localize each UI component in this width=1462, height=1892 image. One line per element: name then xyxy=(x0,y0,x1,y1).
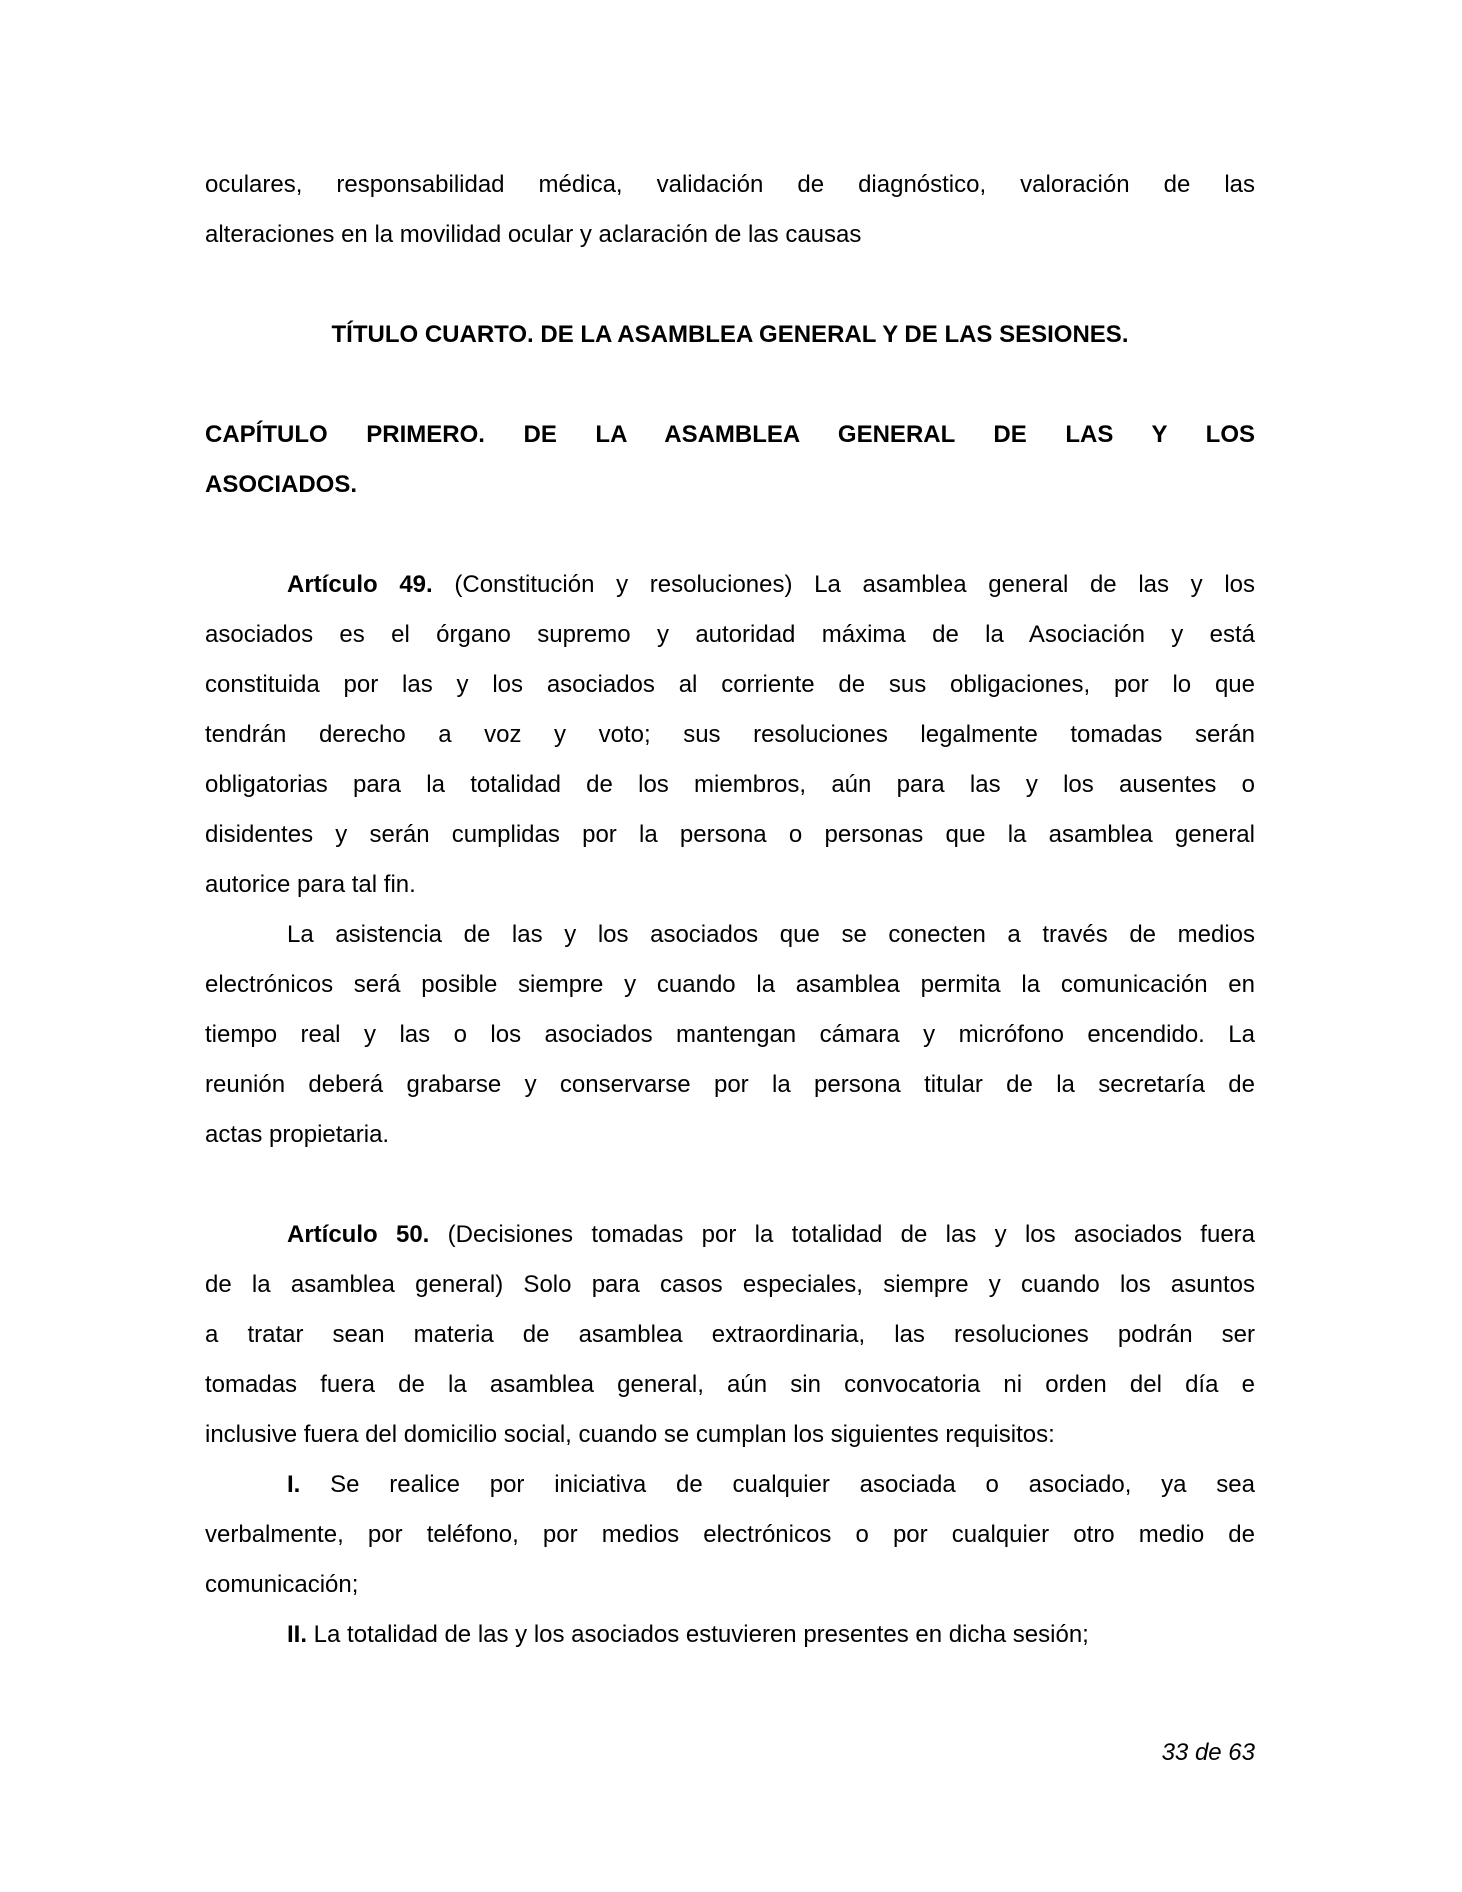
text-line: reunión deberá grabarse y conservarse por la persona titular de la secretaría de xyxy=(205,1071,1255,1098)
text-line: comunicación; xyxy=(205,1571,359,1598)
text-line: Artículo 49. (Constitución y resoluciones) La asamblea general de las y los xyxy=(287,571,1255,598)
title-heading xyxy=(205,310,1255,360)
text-line: oculares, responsabilidad médica, validación de diagnóstico, valoración de las xyxy=(205,171,1255,198)
text-line: electrónicos será posible siempre y cuando la asamblea permita la comunicación en xyxy=(205,971,1255,998)
blank-line xyxy=(205,510,1255,560)
articulo-50-paragraph xyxy=(205,1210,1255,1460)
text-line: ASOCIADOS. xyxy=(205,471,358,498)
text-line: autorice para tal fin. xyxy=(205,871,416,898)
text-line: disidentes y serán cumplidas por la persona o personas que la asamblea general xyxy=(205,821,1255,848)
text-line: CAPÍTULO PRIMERO. DE LA ASAMBLEA GENERAL DE LAS Y LOS xyxy=(205,421,1255,448)
text-line: actas propietaria. xyxy=(205,1121,390,1148)
text-line: de la asamblea general) Solo para casos especiales, siempre y cuando los asuntos xyxy=(205,1271,1255,1298)
bold-lead-text: Artículo 49. xyxy=(287,571,433,598)
articulo-49-paragraph xyxy=(205,560,1255,910)
blank-line xyxy=(205,260,1255,310)
text-line: II. La totalidad de las y los asociados estuvieren presentes en dicha sesión; xyxy=(287,1621,1089,1648)
text-line: asociados es el órgano supremo y autoridad máxima de la Asociación y está xyxy=(205,621,1255,648)
text-line: tendrán derecho a voz y voto; sus resoluciones legalmente tomadas serán xyxy=(205,721,1255,748)
text-line: tomadas fuera de la asamblea general, aún sin convocatoria ni orden del día e xyxy=(205,1371,1255,1398)
text-line: tiempo real y las o los asociados mantengan cámara y micrófono encendido. La xyxy=(205,1021,1255,1048)
text-line: inclusive fuera del domicilio social, cuando se cumplan los siguientes requisitos: xyxy=(205,1421,1055,1448)
page-body-text xyxy=(205,160,1255,1660)
page-number: 33 de 63 xyxy=(1161,1739,1255,1766)
fraccion-i xyxy=(205,1460,1255,1610)
bold-lead-text: Artículo 50. xyxy=(287,1221,430,1248)
text-line: obligatorias para la totalidad de los miembros, aún para las y los ausentes o xyxy=(205,771,1255,798)
text-line: I. Se realice por iniciativa de cualquier asociada o asociado, ya sea xyxy=(287,1471,1255,1498)
blank-line xyxy=(205,360,1255,410)
fraccion-ii xyxy=(205,1610,1255,1660)
bold-lead-text: II. xyxy=(287,1621,308,1648)
bold-lead-text: I. xyxy=(287,1471,301,1498)
text-line: Artículo 50. (Decisiones tomadas por la totalidad de las y los asociados fuera xyxy=(287,1221,1256,1248)
blank-line xyxy=(205,1160,1255,1210)
text-line: alteraciones en la movilidad ocular y aclaración de las causas xyxy=(205,221,862,248)
paragraph-continuation xyxy=(205,160,1255,260)
text-line: TÍTULO CUARTO. DE LA ASAMBLEA GENERAL Y DE LAS SESIONES. xyxy=(331,321,1129,348)
text-line: La asistencia de las y los asociados que se conecten a través de medios xyxy=(287,921,1255,948)
chapter-heading xyxy=(205,410,1255,510)
text-line: constituida por las y los asociados al corriente de sus obligaciones, por lo que xyxy=(205,671,1255,698)
asistencia-paragraph xyxy=(205,910,1255,1160)
text-line: a tratar sean materia de asamblea extraordinaria, las resoluciones podrán ser xyxy=(205,1321,1255,1348)
text-line: verbalmente, por teléfono, por medios electrónicos o por cualquier otro medio de xyxy=(205,1521,1255,1548)
